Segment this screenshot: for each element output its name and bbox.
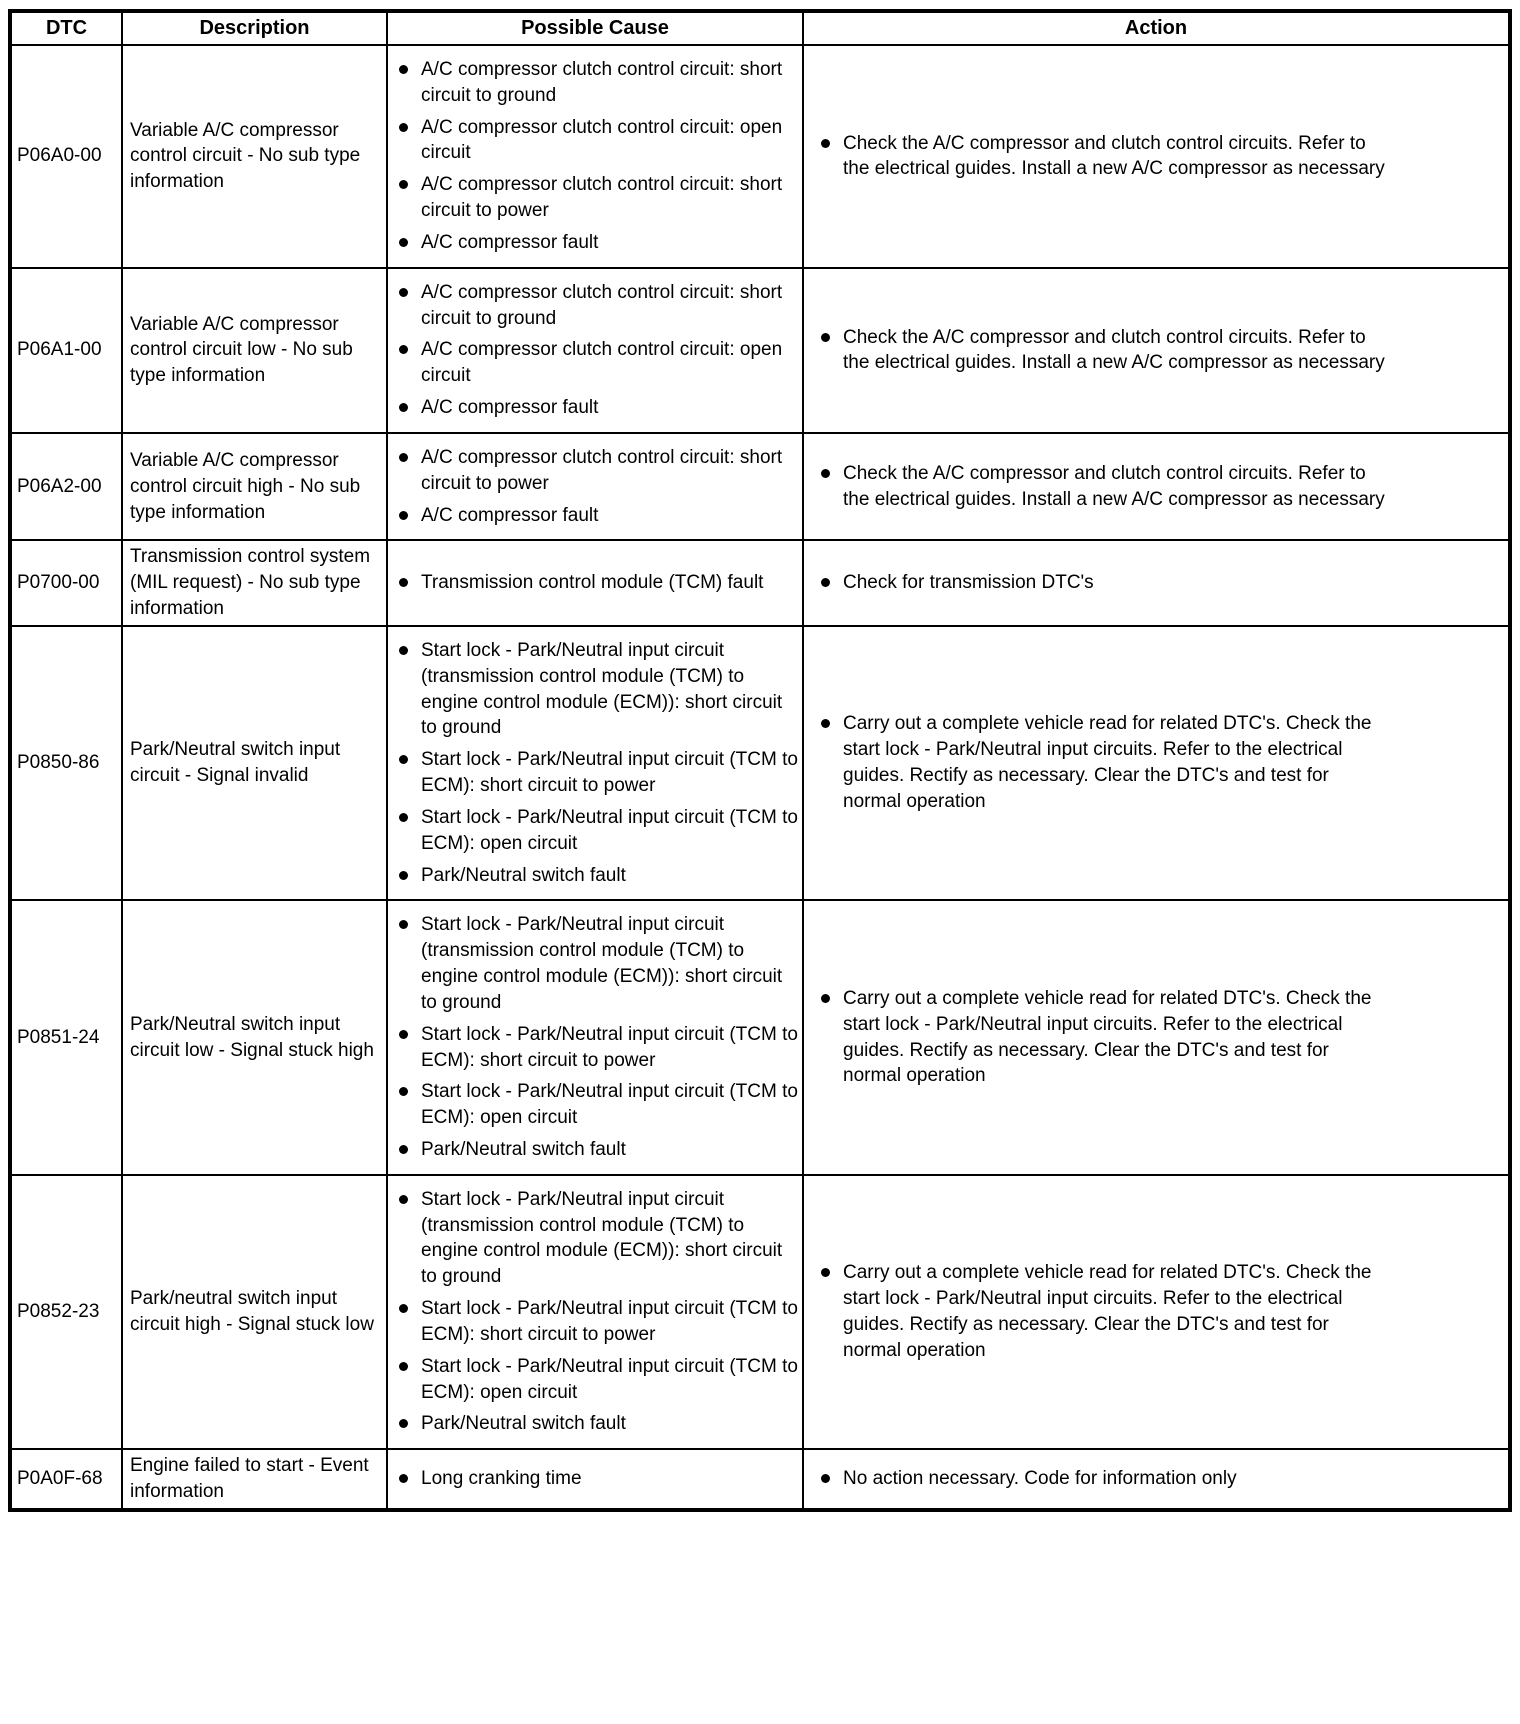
table-header (10, 11, 1510, 45)
header-description: Description (122, 11, 387, 45)
cause-item: Transmission control module (TCM) fault (390, 570, 800, 596)
possible-cause-cell (387, 45, 803, 268)
action-item: Check for transmission DTC's (806, 570, 1392, 596)
action-item: Check the A/C compressor and clutch control circuits. Refer to the electrical guides. Install a new A/C compressor as necessary (806, 131, 1392, 183)
cause-item: A/C compressor clutch control circuit: short circuit to power (390, 172, 800, 224)
action-item: No action necessary. Code for information only (806, 1466, 1392, 1492)
action-cell (803, 626, 1510, 900)
cause-list (390, 638, 800, 888)
possible-cause-cell (387, 900, 803, 1174)
dtc-code: P06A0-00 (10, 45, 122, 268)
action-list (806, 1466, 1506, 1492)
dtc-row (10, 433, 1510, 540)
dtc-row (10, 1449, 1510, 1510)
cause-item: Park/Neutral switch fault (390, 1137, 800, 1163)
cause-item: A/C compressor clutch control circuit: open circuit (390, 115, 800, 167)
table-body (10, 45, 1510, 1510)
cause-item: Start lock - Park/Neutral input circuit (transmission control module (TCM) to engine control module (ECM)): short circuit to ground (390, 638, 800, 741)
action-list (806, 711, 1506, 814)
cause-list (390, 1187, 800, 1437)
dtc-description: Engine failed to start - Event information (122, 1449, 387, 1510)
header-dtc: DTC (10, 11, 122, 45)
dtc-code: P0852-23 (10, 1175, 122, 1449)
dtc-row (10, 626, 1510, 900)
action-item: Carry out a complete vehicle read for related DTC's. Check the start lock - Park/Neutral input circuits. Refer to the electrical guides. Rectify as necessary. Clear the DTC's and test for normal operation (806, 1260, 1392, 1363)
dtc-code: P0850-86 (10, 626, 122, 900)
dtc-code: P0700-00 (10, 540, 122, 625)
possible-cause-cell (387, 433, 803, 540)
cause-item: Start lock - Park/Neutral input circuit (transmission control module (TCM) to engine control module (ECM)): short circuit to ground (390, 912, 800, 1015)
cause-item: A/C compressor fault (390, 395, 800, 421)
dtc-code: P0A0F-68 (10, 1449, 122, 1510)
dtc-description: Park/neutral switch input circuit high - Signal stuck low (122, 1175, 387, 1449)
header-possible-cause: Possible Cause (387, 11, 803, 45)
action-cell (803, 1449, 1510, 1510)
cause-item: Start lock - Park/Neutral input circuit (TCM to ECM): short circuit to power (390, 747, 800, 799)
action-cell (803, 45, 1510, 268)
action-cell (803, 268, 1510, 433)
possible-cause-cell (387, 1449, 803, 1510)
cause-list (390, 1466, 800, 1492)
dtc-table (8, 9, 1512, 1512)
cause-item: Start lock - Park/Neutral input circuit (TCM to ECM): open circuit (390, 805, 800, 857)
header-action: Action (803, 11, 1510, 45)
cause-list (390, 280, 800, 421)
action-cell (803, 1175, 1510, 1449)
cause-item: Start lock - Park/Neutral input circuit (TCM to ECM): open circuit (390, 1354, 800, 1406)
cause-list (390, 57, 800, 256)
possible-cause-cell (387, 540, 803, 625)
action-item: Carry out a complete vehicle read for related DTC's. Check the start lock - Park/Neutral input circuits. Refer to the electrical guides. Rectify as necessary. Clear the DTC's and test for normal operation (806, 711, 1392, 814)
action-list (806, 986, 1506, 1089)
action-cell (803, 540, 1510, 625)
dtc-description: Variable A/C compressor control circuit - No sub type information (122, 45, 387, 268)
action-item: Carry out a complete vehicle read for related DTC's. Check the start lock - Park/Neutral input circuits. Refer to the electrical guides. Rectify as necessary. Clear the DTC's and test for normal operation (806, 986, 1392, 1089)
cause-item: A/C compressor clutch control circuit: short circuit to ground (390, 57, 800, 109)
dtc-row (10, 900, 1510, 1174)
cause-item: A/C compressor fault (390, 503, 800, 529)
cause-item: Start lock - Park/Neutral input circuit (transmission control module (TCM) to engine control module (ECM)): short circuit to ground (390, 1187, 800, 1290)
cause-list (390, 570, 800, 596)
action-cell (803, 900, 1510, 1174)
dtc-row (10, 268, 1510, 433)
action-item: Check the A/C compressor and clutch control circuits. Refer to the electrical guides. Install a new A/C compressor as necessary (806, 325, 1392, 377)
cause-list (390, 445, 800, 528)
cause-item: A/C compressor clutch control circuit: open circuit (390, 337, 800, 389)
action-cell (803, 433, 1510, 540)
dtc-code: P06A1-00 (10, 268, 122, 433)
action-item: Check the A/C compressor and clutch control circuits. Refer to the electrical guides. Install a new A/C compressor as necessary (806, 461, 1392, 513)
dtc-code: P0851-24 (10, 900, 122, 1174)
possible-cause-cell (387, 268, 803, 433)
possible-cause-cell (387, 626, 803, 900)
cause-item: A/C compressor clutch control circuit: short circuit to power (390, 445, 800, 497)
cause-item: A/C compressor clutch control circuit: short circuit to ground (390, 280, 800, 332)
cause-item: Park/Neutral switch fault (390, 1411, 800, 1437)
dtc-code: P06A2-00 (10, 433, 122, 540)
dtc-description: Variable A/C compressor control circuit high - No sub type information (122, 433, 387, 540)
possible-cause-cell (387, 1175, 803, 1449)
action-list (806, 325, 1506, 377)
action-list (806, 461, 1506, 513)
cause-item: Long cranking time (390, 1466, 800, 1492)
dtc-description: Transmission control system (MIL request) - No sub type information (122, 540, 387, 625)
cause-list (390, 912, 800, 1162)
cause-item: Park/Neutral switch fault (390, 863, 800, 889)
cause-item: A/C compressor fault (390, 230, 800, 256)
action-list (806, 131, 1506, 183)
action-list (806, 570, 1506, 596)
dtc-description: Park/Neutral switch input circuit low - Signal stuck high (122, 900, 387, 1174)
dtc-row (10, 45, 1510, 268)
header-row (10, 11, 1510, 45)
cause-item: Start lock - Park/Neutral input circuit (TCM to ECM): open circuit (390, 1079, 800, 1131)
dtc-description: Park/Neutral switch input circuit - Signal invalid (122, 626, 387, 900)
cause-item: Start lock - Park/Neutral input circuit (TCM to ECM): short circuit to power (390, 1022, 800, 1074)
dtc-description: Variable A/C compressor control circuit low - No sub type information (122, 268, 387, 433)
dtc-row (10, 540, 1510, 625)
cause-item: Start lock - Park/Neutral input circuit (TCM to ECM): short circuit to power (390, 1296, 800, 1348)
action-list (806, 1260, 1506, 1363)
dtc-row (10, 1175, 1510, 1449)
